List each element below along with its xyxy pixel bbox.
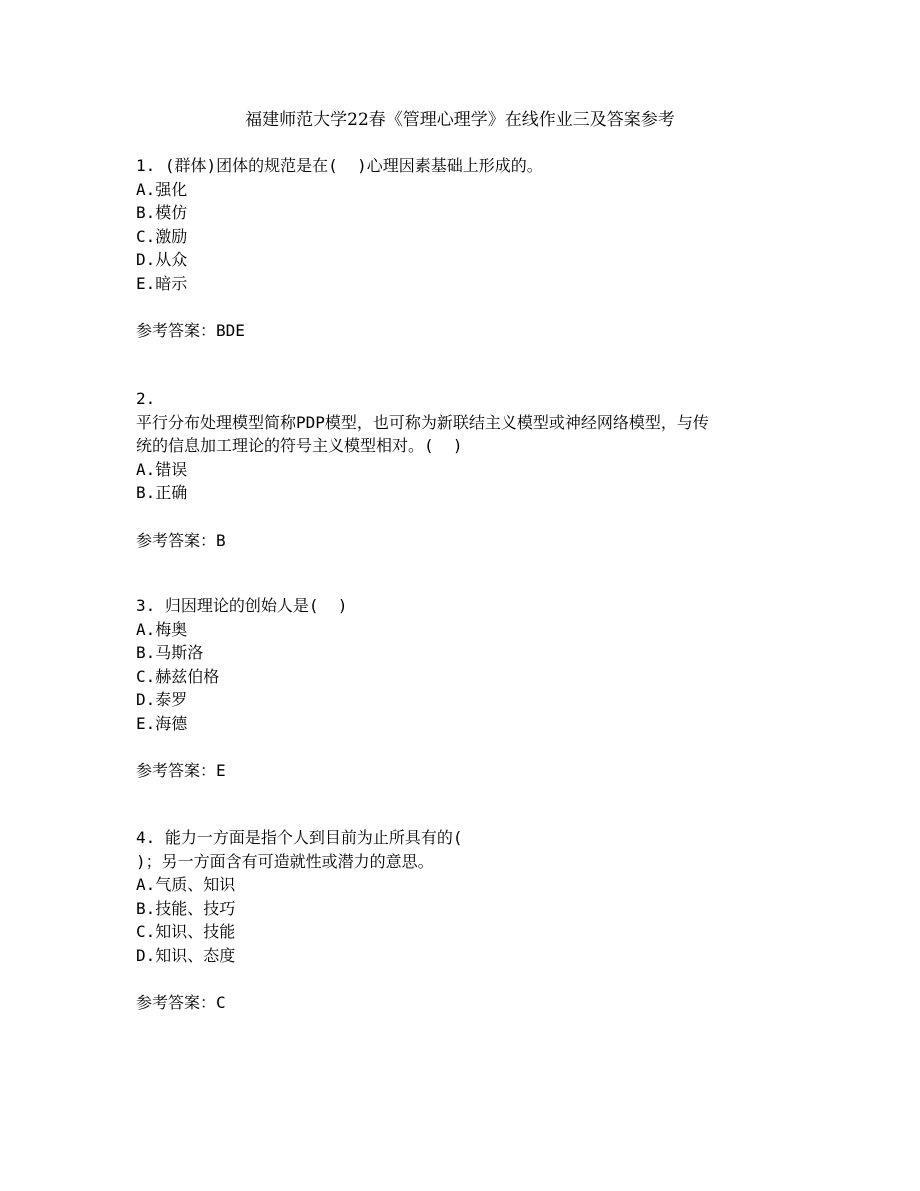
option-d: D.从众	[136, 250, 188, 269]
question-2	[136, 387, 786, 552]
option-d: D.泰罗	[136, 690, 188, 709]
option-b: B.马斯洛	[136, 643, 204, 662]
reference-answer: 参考答案：B	[136, 530, 226, 550]
option-c: C.赫兹伯格	[136, 666, 220, 686]
question-stem: 3. 归因理论的创始人是( )	[136, 596, 348, 615]
question-stem-line-1: 4. 能力一方面是指个人到目前为止所具有的(	[136, 828, 463, 847]
option-d: D.知识、态度	[136, 945, 236, 965]
option-c: C.知识、技能	[136, 922, 236, 941]
question-stem: 1. (群体)团体的规范是在( )心理因素基础上形成的。	[136, 156, 543, 175]
question-number: 2.	[136, 389, 156, 408]
question-stem-line-2: 统的信息加工理论的符号主义模型相对。( )	[136, 436, 463, 455]
question-3	[136, 594, 786, 783]
reference-answer: 参考答案：C	[136, 993, 226, 1012]
option-a: A.梅奥	[136, 619, 188, 639]
document-title: 福建师范大学22春《管理心理学》在线作业三及答案参考	[245, 110, 675, 130]
option-a: A.错误	[136, 459, 188, 479]
option-b: B.技能、技巧	[136, 898, 236, 918]
reference-answer: 参考答案：E	[136, 761, 226, 780]
option-c: C.激励	[136, 226, 188, 246]
option-a: A.气质、知识	[136, 875, 236, 894]
option-e: E.海德	[136, 713, 188, 733]
question-stem-line-2: )；另一方面含有可造就性或潜力的意思。	[136, 851, 434, 871]
option-e: E.暗示	[136, 273, 188, 293]
option-b: B.模仿	[136, 203, 188, 222]
question-1	[136, 154, 786, 343]
option-b: B.正确	[136, 483, 188, 502]
option-a: A.强化	[136, 179, 188, 199]
question-4	[136, 826, 786, 1015]
reference-answer: 参考答案：BDE	[136, 321, 245, 340]
question-stem-line-1: 平行分布处理模型简称PDP模型，也可称为新联结主义模型或神经网络模型，与传	[136, 412, 709, 432]
